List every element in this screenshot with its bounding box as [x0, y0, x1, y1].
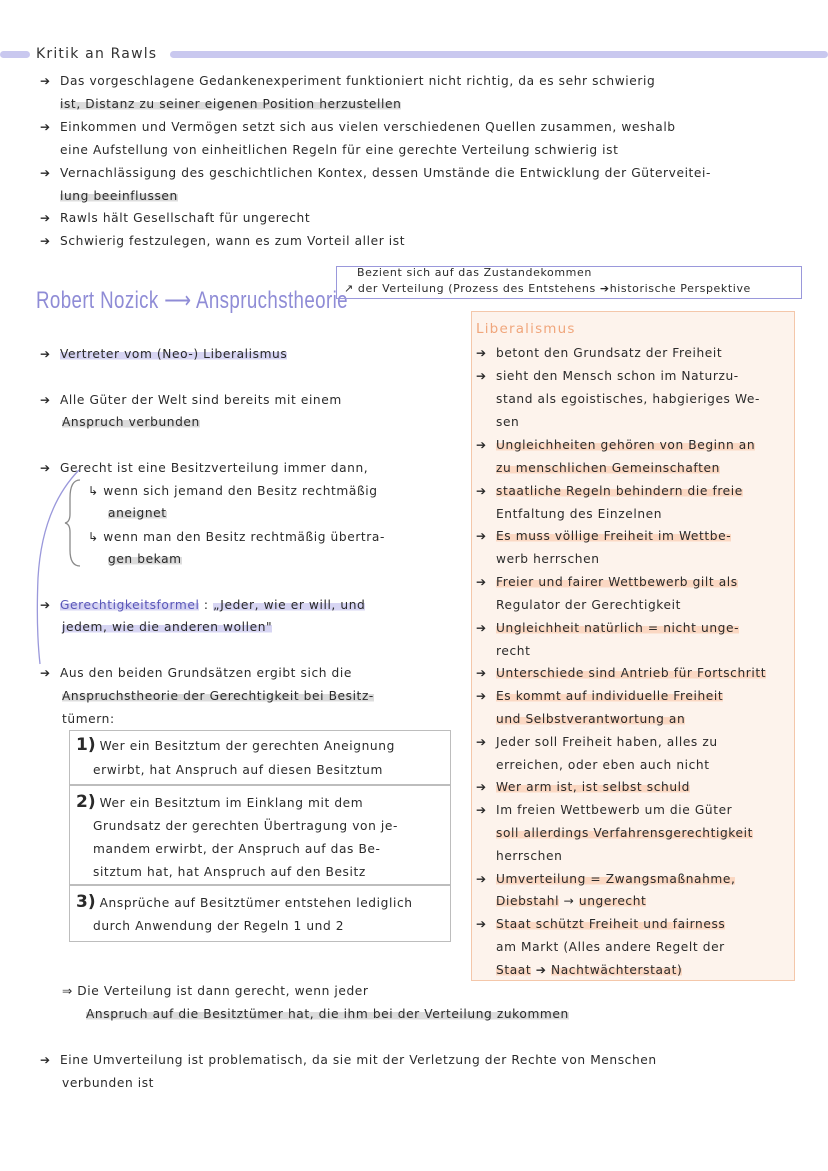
arrow-icon: ➔ — [40, 347, 51, 361]
lib-line: soll allerdings Verfahrensgerechtigkeit — [496, 826, 753, 840]
arrow-icon: ➔ — [476, 575, 487, 589]
nozick-sub2-cont: gen bekam — [108, 552, 182, 566]
kritik-point-4: ➔ Rawls hält Gesellschaft für ungerecht — [40, 211, 311, 225]
rule-1-line-2: erwirbt, hat Anspruch auf diesen Besitztum — [93, 763, 383, 777]
lib-line: ➔ Umverteilung = Zwangsmaßnahme, — [476, 872, 736, 886]
arrow-icon: ➔ — [40, 166, 51, 180]
lib-line: werb herrschen — [496, 552, 600, 566]
lib-line: Entfaltung des Einzelnen — [496, 507, 663, 521]
arrow-icon: ➔ — [476, 803, 487, 817]
nozick-sub2: ↳ wenn man den Besitz rechtmäßig übertra- — [88, 530, 385, 544]
nozick-vertreter: ➔ Vertreter vom (Neo-) Liberalismus — [40, 347, 288, 361]
kritik-point-1-cont: ist, Distanz zu seiner eigenen Position herzustellen — [60, 97, 402, 111]
perspective-note-line-2: ↗ der Verteilung (Prozess des Entstehens ➔historische Perspektive — [344, 282, 751, 295]
title-bar-right — [170, 51, 828, 58]
arrow-icon: ➔ — [476, 780, 487, 794]
lib-line: stand als egoistisches, habgieriges We- — [496, 392, 761, 406]
lib-line: am Markt (Alles andere Regelt der — [496, 940, 725, 954]
return-arrow-icon: ↳ — [88, 530, 104, 544]
arrow-icon: ➔ — [476, 917, 487, 931]
arrow-icon: ➔ — [40, 598, 51, 612]
lib-line: herrschen — [496, 849, 563, 863]
nozick-formel-cont: jedem, wie die anderen wollen" — [62, 620, 273, 634]
arrow-icon: → — [559, 894, 579, 908]
kritik-point-3-cont: lung beeinflussen — [60, 189, 178, 203]
conclusion: ⇒ Die Verteilung ist dann gerecht, wenn jeder — [62, 984, 369, 998]
kritik-point-3: ➔ Vernachlässigung des geschichtlichen Kontex, dessen Umstände die Entwicklung der Güterveitei- — [40, 166, 712, 180]
lib-line: Regulator der Gerechtigkeit — [496, 598, 681, 612]
arrow-icon: ➔ — [476, 689, 487, 703]
lib-line: sen — [496, 415, 520, 429]
rule-2-line-1: 2) Wer ein Besitztum im Einklang mit dem — [76, 792, 364, 812]
rule-2-line-4: sitztum hat, hat Anspruch auf den Besitz — [93, 865, 366, 879]
arrow-icon: ➔ — [476, 735, 487, 749]
arrow-icon: ➔ — [40, 211, 51, 225]
arrow-icon: ➔ — [40, 393, 51, 407]
nozick-sub1-cont: aneignet — [108, 506, 167, 520]
nozick-grundsaetze-cont: Anspruchstheorie der Gerechtigkeit bei Besitz- — [62, 689, 374, 703]
rule-3-line-2: durch Anwendung der Regeln 1 und 2 — [93, 919, 345, 933]
perspective-note-line-1: Bezient sich auf das Zustandekommen — [357, 266, 592, 279]
section-title-kritik: Kritik an Rawls — [36, 46, 158, 62]
arrow-icon: ➔ — [40, 120, 51, 134]
lib-line: zu menschlichen Gemeinschaften — [496, 461, 720, 475]
nozick-gerecht: ➔ Gerecht ist eine Besitzverteilung immer dann, — [40, 461, 369, 475]
umverteilung-cont: verbunden ist — [62, 1076, 155, 1090]
double-arrow-icon: ⇒ — [62, 984, 78, 998]
nozick-sub1: ↳ wenn sich jemand den Besitz rechtmäßig — [88, 484, 378, 498]
lib-line: ➔ Jeder soll Freiheit haben, alles zu — [476, 735, 718, 749]
arrow-icon: ➔ — [476, 529, 487, 543]
lib-line: ➔ Es kommt auf individuelle Freiheit — [476, 689, 724, 703]
kritik-point-2-cont: eine Aufstellung von einheitlichen Regeln für eine gerechte Verteilung schwierig ist — [60, 143, 619, 157]
nozick-heading: Robert Nozick ⟶ Anspruchstheorie — [36, 287, 348, 314]
arrow-icon: ➔ — [476, 346, 487, 360]
liberalismus-title: Liberalismus — [476, 321, 576, 337]
lib-line: ➔ Ungleichheiten gehören von Beginn an — [476, 438, 756, 452]
umverteilung: ➔ Eine Umverteilung ist problematisch, da sie mit der Verletzung der Rechte von Menschen — [40, 1053, 657, 1067]
lib-line: ➔ betont den Grundsatz der Freiheit — [476, 346, 723, 360]
rule-1-line-1: 1) Wer ein Besitztum der gerechten Aneignung — [76, 735, 395, 755]
lib-line: Staat ➔ Nachtwächterstaat) — [496, 963, 683, 977]
conclusion-cont: Anspruch auf die Besitztümer hat, die ihm bei der Verteilung zukommen — [86, 1007, 569, 1021]
small-arrow-icon: ↗ — [344, 282, 358, 295]
arrow-icon: ➔ — [40, 1053, 51, 1067]
arrow-icon: ➔ — [40, 666, 51, 680]
kritik-point-1: ➔ Das vorgeschlagene Gedankenexperiment funktioniert nicht richtig, da es sehr schwierig — [40, 74, 656, 88]
nozick-grundsaetze: ➔ Aus den beiden Grundsätzen ergibt sich die — [40, 666, 352, 680]
arrow-icon: ➔ — [595, 282, 610, 295]
lib-line: ➔ Ungleichheit natürlich = nicht unge- — [476, 621, 740, 635]
arrow-icon: ➔ — [531, 963, 551, 977]
arrow-icon: ➔ — [476, 438, 487, 452]
lib-line: ➔ sieht den Mensch schon im Naturzu- — [476, 369, 739, 383]
lib-line: ➔ Im freien Wettbewerb um die Güter — [476, 803, 733, 817]
lib-line: ➔ Es muss völlige Freiheit im Wettbe- — [476, 529, 732, 543]
lib-line: erreichen, oder eben auch nicht — [496, 758, 710, 772]
nozick-gueter-cont: Anspruch verbunden — [62, 415, 200, 429]
arrow-icon: ➔ — [476, 484, 487, 498]
arrow-icon: ➔ — [476, 369, 487, 383]
arrow-icon: ➔ — [40, 74, 51, 88]
title-bar-left — [0, 51, 30, 58]
lib-line: ➔ Staat schützt Freiheit und fairness — [476, 917, 726, 931]
lib-line: Diebstahl → ungerecht — [496, 894, 647, 908]
lib-line: ➔ Wer arm ist, ist selbst schuld — [476, 780, 690, 794]
nozick-gueter: ➔ Alle Güter der Welt sind bereits mit einem — [40, 393, 342, 407]
nozick-formel: ➔ Gerechtigkeitsformel : „Jeder, wie er will, und — [40, 598, 366, 612]
lib-line: ➔ Freier und fairer Wettbewerb gilt als — [476, 575, 738, 589]
kritik-point-2: ➔ Einkommen und Vermögen setzt sich aus vielen verschiedenen Quellen zusammen, weshalb — [40, 120, 676, 134]
rule-2-line-2: Grundsatz der gerechten Übertragung von je- — [93, 819, 398, 833]
lib-line: und Selbstverantwortung an — [496, 712, 686, 726]
long-arrow-icon: ⟶ — [164, 287, 192, 314]
connector-curve-icon — [24, 468, 84, 668]
arrow-icon: ➔ — [476, 872, 487, 886]
lib-line: ➔ Unterschiede sind Antrieb für Fortschritt — [476, 666, 767, 680]
lib-line: recht — [496, 644, 531, 658]
return-arrow-icon: ↳ — [88, 484, 104, 498]
arrow-icon: ➔ — [476, 621, 487, 635]
kritik-point-5: ➔ Schwierig festzulegen, wann es zum Vorteil aller ist — [40, 234, 406, 248]
nozick-grundsaetze-cont2: tümern: — [62, 712, 115, 726]
rule-3-line-1: 3) Ansprüche auf Besitztümer entstehen lediglich — [76, 892, 413, 912]
lib-line: ➔ staatliche Regeln behindern die freie — [476, 484, 743, 498]
arrow-icon: ➔ — [40, 234, 51, 248]
arrow-icon: ➔ — [476, 666, 487, 680]
rule-2-line-3: mandem erwirbt, der Anspruch auf das Be- — [93, 842, 381, 856]
arrow-icon: ➔ — [40, 461, 51, 475]
